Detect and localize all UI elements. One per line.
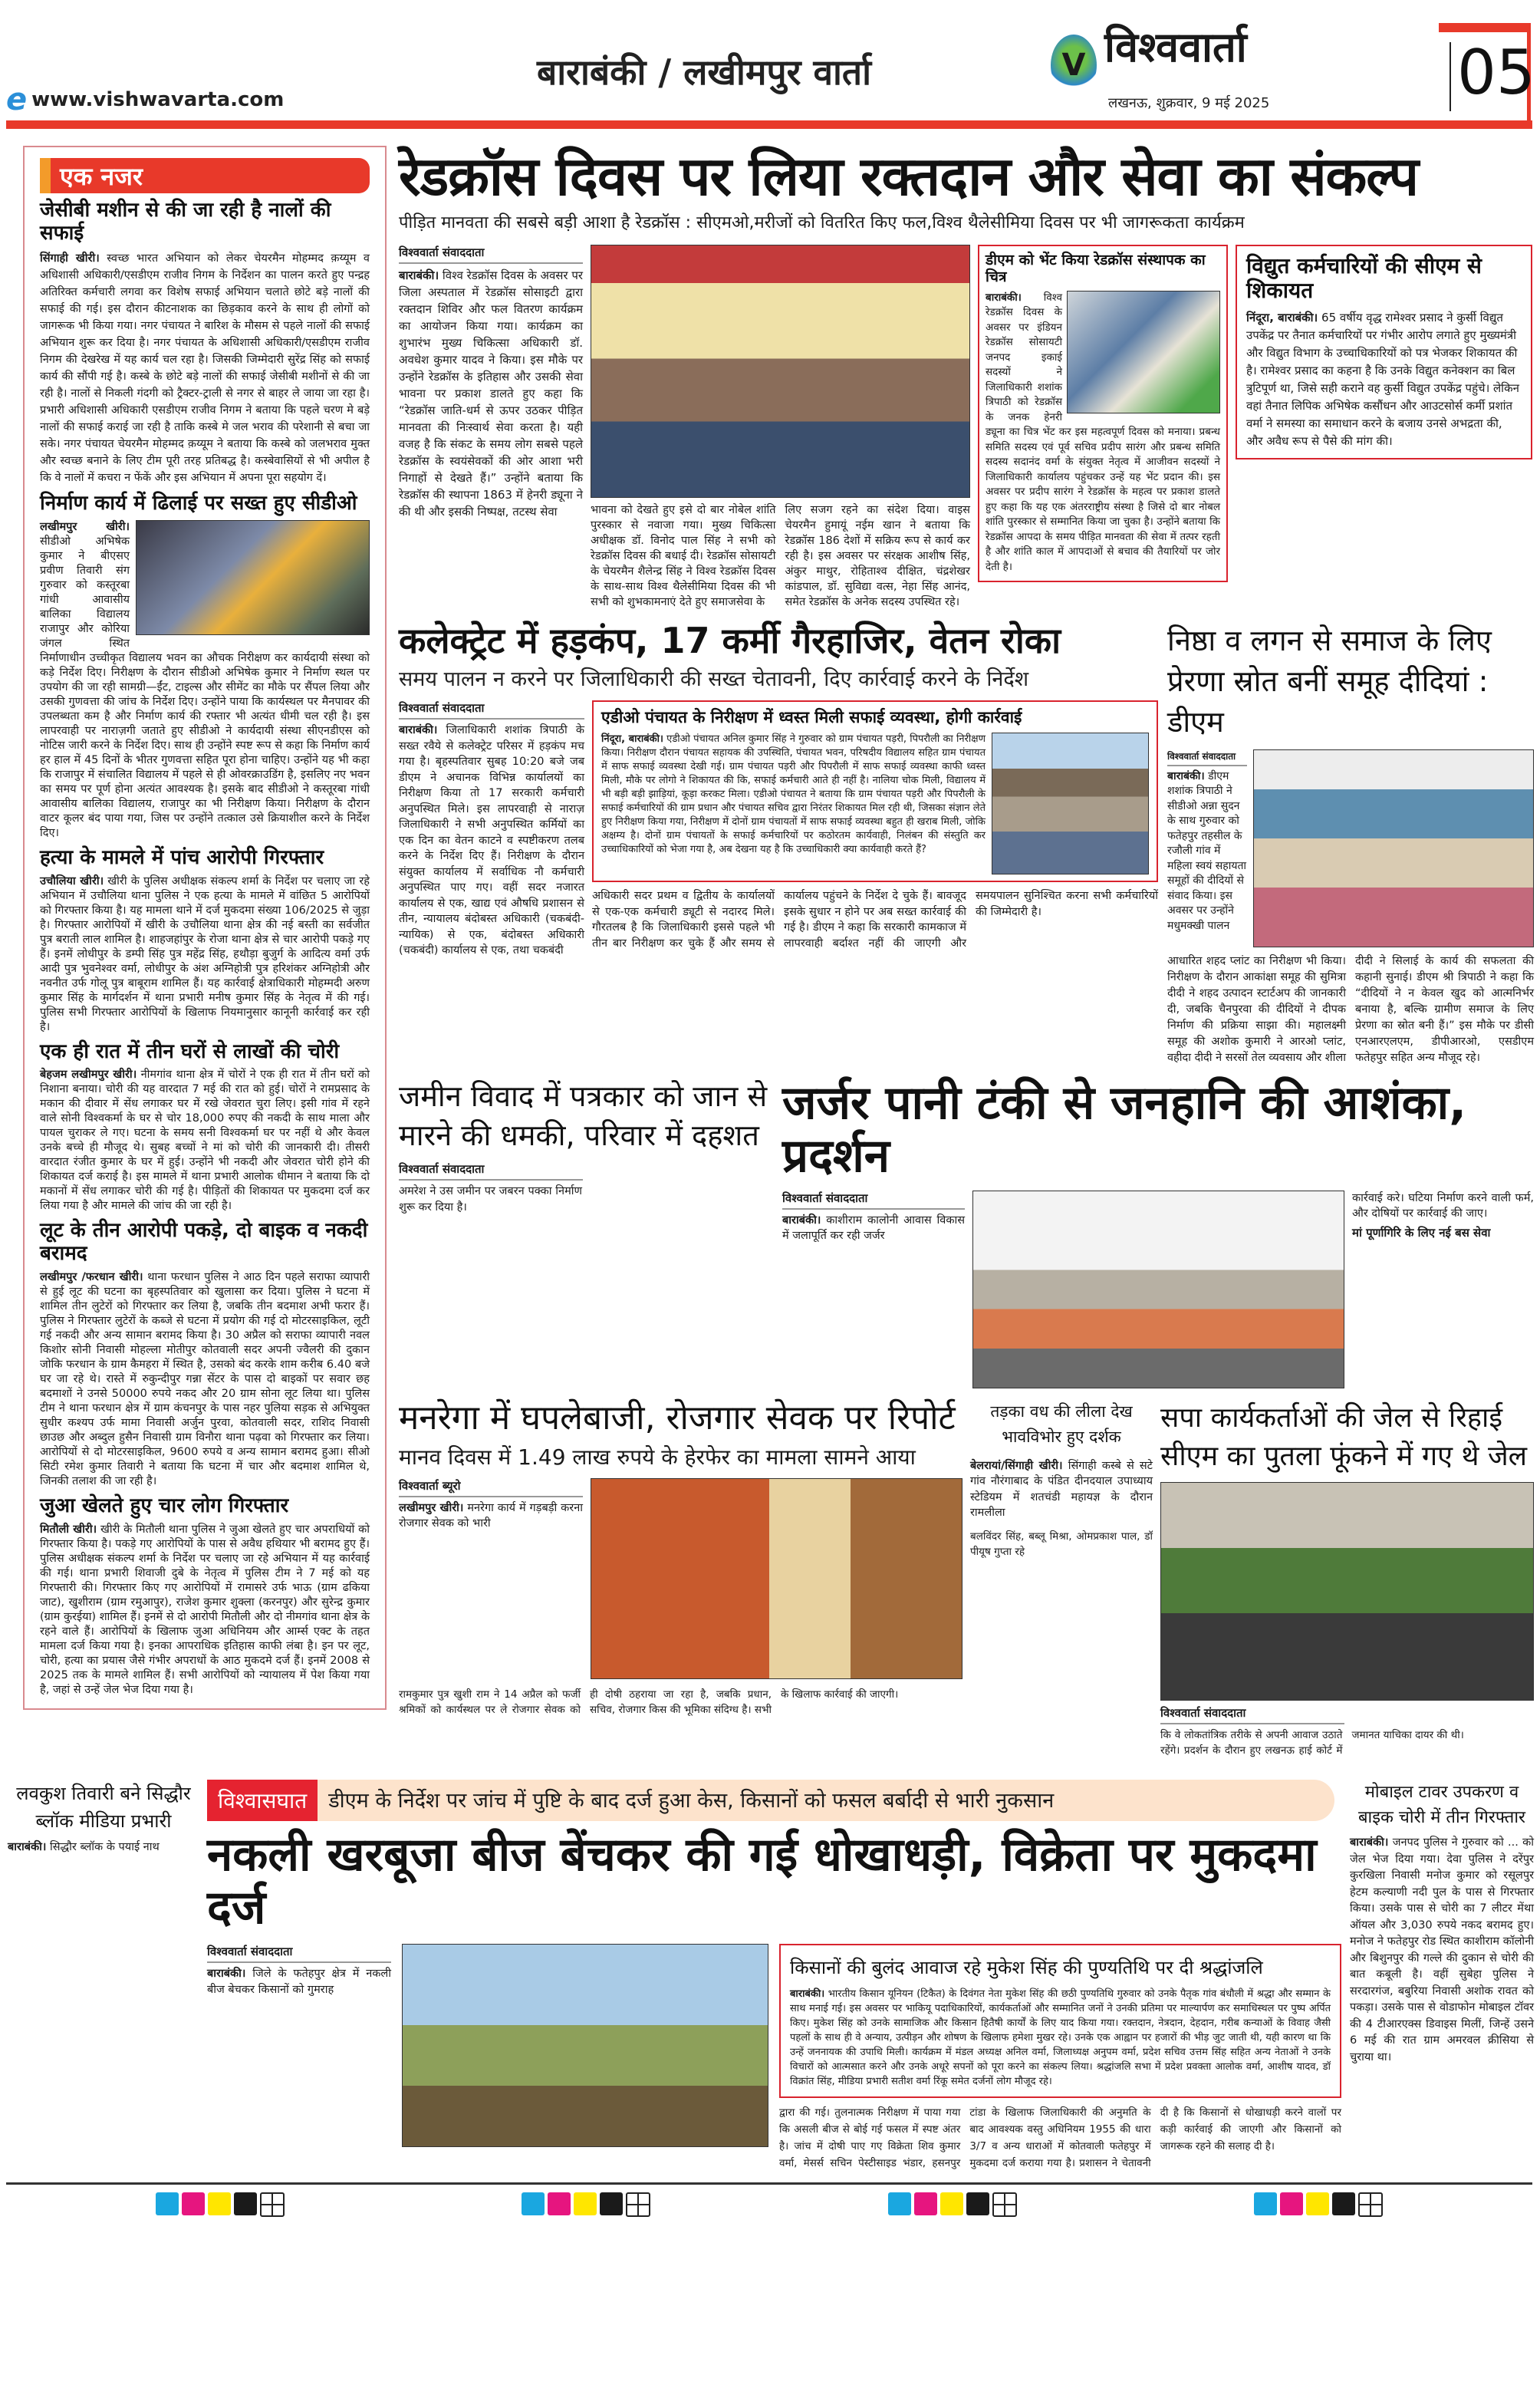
- sp-workers-story: [1160, 1399, 1534, 1759]
- story-body: बाराबंकी। भारतीय किसान यूनियन (टिकैत) के दिवंगत नेता मुकेश सिंह की छठी पुण्यतिथि गुरुवार को उनके पैतृक गांव बंधौली में श्रद्धा और सम्मान के साथ मनाई गई। इस अवसर पर भाकियू पदाधिकारियों, कार्यकर्ताओं और सम्मानित जनों ने उनकी प्रतिमा पर माल्यार्पण कर समाधिस्थल पर पुष्प अर्पित किए। मुकेश सिंह को उनके सामाजिक और किसान हितैषी कार्यों के लिए याद किया गया। रक्तदान, नेत्रदान, देहदान, गरीब कन्याओं के विवाह जैसी पहलों के साथ ही वे अन्याय, उत्पीड़न और शोषण के खिलाफ हमेशा मुखर रहे। उनके एक आह्वान पर हजारों की भीड़ जुट जाती थी, यही कारण था कि उन्हें जननायक की उपाधि मिली। कार्यक्रम में मंडल अध्यक्ष अनिल वर्मा, जिलाध्यक्ष अनुपम वर्मा, प्रदेश सचिव उत्तम सिंह सहित अन्य नेताओं ने उनके विचारों को आत्मसात करने और उनके अधूरे सपनों को पूरा करने का संकल्प लिया। श्रद्धांजलि सभा में प्रदेश प्रवक्ता आलोक वर्मा, आशीष यादव, डॉ विक्रांत सिंह, मीडिया प्रभारी सतीश वर्मा रिंकू समेत दर्जनों लोग मौजूद रहे।: [790, 1988, 1331, 2088]
- story-headline: सपा कार्यकर्ताओं की जेल से रिहाई सीएम का पुतला फूंकने में गए थे जेल: [1160, 1401, 1528, 1473]
- crosshair-icon: [992, 2192, 1017, 2217]
- browser-e-icon: e: [6, 82, 28, 117]
- byline: विश्ववार्ता संवाददाता: [399, 245, 583, 264]
- bottom-band: [0, 1769, 1540, 2172]
- story-headline: तड़का वध की लीला देख भावविभोर हुए दर्शक: [990, 1401, 1133, 1447]
- mnrega-poster-photo: [591, 1478, 962, 1679]
- story-body: निंदूरा, बाराबंकी। 65 वर्षीय वृद्ध रामेश्वर प्रसाद ने कुर्सी विद्युत उपकेंद्र पर तैनात कर्मचारियों पर गंभीर आरोप लगाते हुए मुख्यमंत्री और विद्युत विभाग के उच्चाधिकारियों को पत्र भेजकर शिकायत की है। रामेश्वर प्रसाद का कहना है कि उनके विद्युत कनेक्शन का बिल त्रुटिपूर्ण था, जिसे सही कराने वह कुर्सी विद्युत उपकेंद्र पहुंचे। लेकिन वहां तैनात लिपिक अभिषेक कसौंधन और आउटसोर्स कर्मी प्रशांत वर्मा ने समस्या का समाधान करने के बजाय उनसे अभद्रता की, और अवैध रूप से पैसे की मांग की।: [1246, 311, 1519, 449]
- color-swatch: [548, 2192, 571, 2215]
- story-body: लखीमपुर खीरी। सीडीओ अभिषेक कुमार ने बीएसए प्रवीण तिवारी संग गुरुवार को कस्तूरबा गांधी आवासीय बालिका विद्यालय राजापुर और कोरिया जंगल स्थित निर्माणाधीन उच्चीकृत विद्यालय भवन का औचक निरीक्षण कर कार्यदायी संस्था को कड़े निर्देश दिए। निरीक्षण के दौरान सीडीओ अभिषेक कुमार ने निर्माण स्थल पर उपयोग की जा रही सामग्री—ईंट, टाइल्स और सीमेंट का मौके पर सैंपल लिया और उसकी गुणवत्ता की जांच के निर्देश दिए। उन्होंने पाया कि कार्यस्थल पर मैनपावर की उपलब्धता कम है और निर्माण कार्य की रफ्तार भी अत्यंत धीमी चल रही है। इस लापरवाही पर नाराज़गी जताते हुए सीडीओ ने कार्यदायी संस्था सीएनडीएस को नोटिस जारी करने के निर्देश दिए। साथ ही उन्होंने स्पष्ट रूप से कहा कि निर्माण कार्य हर हाल में 45 दिनों के भीतर गुणवत्ता सहित पूरा होना चाहिए। उन्होंने यह भी कहा कि राजापुर में संचालित विद्यालय में पहले से ही ओवरक्राउडिंग है, इसलिए नए भवन का समय पर पूर्ण होना अत्यंत आवश्यक है। इसके बाद सीडीओ ने कस्तूरबा गांधी आवासीय बालिका विद्यालय, राजापुर का भी निरीक्षण किया। निरीक्षण के दौरान वाटर कूलर बंद पाया गया, जिस पर उन्होंने तत्काल उसे क्रियाशील करने के निर्देश दिए।: [40, 520, 370, 839]
- registration-marks: [6, 2185, 1532, 2217]
- byline: विश्ववार्ता संवाददाता: [782, 1191, 965, 1210]
- story-headline: निष्ठा व लगन से समाज के लिए प्रेरणा स्रोत बनीं समूह दीदियां : डीएम: [1167, 624, 1492, 739]
- lead-body-col1: बाराबंकी। विश्व रेडक्रॉस दिवस के अवसर पर जिला अस्पताल में रेडक्रॉस सोसाइटी द्वारा रक्तदान शिविर और फल वितरण कार्यक्रम का आयोजन किया गया। कार्यक्रम का शुभारंभ मुख्य चिकित्सा अधिकारी डॉ. अवधेश कुमार यादव ने किया। इस मौके पर उन्होंने रेडक्रॉस के इतिहास और उसकी सेवा भावना पर प्रकाश डालते हुए कहा कि “रेडक्रॉस जाति-धर्म से ऊपर उठकर पीड़ित मानवता की निःस्वार्थ सेवा करता है। यही वजह है कि संकट के समय लोग सबसे पहले रेडक्रॉस के स्वयंसेवकों की ओर आशा भरी निगाहों से देखते हैं।” उन्होंने बताया कि रेडक्रॉस की स्थापना 1863 में हेनरी ड्यूना ने की थी और इसकी निष्पक्ष, तटस्थ सेवा: [399, 268, 583, 519]
- byline: विश्ववार्ता ब्यूरो: [399, 1478, 583, 1497]
- color-bar-group: [888, 2192, 1017, 2217]
- color-bar-group: [522, 2192, 650, 2217]
- color-swatch: [234, 2192, 257, 2215]
- website-link[interactable]: e www.vishwavarta.com: [6, 82, 285, 117]
- electric-complaint-story: [1236, 245, 1532, 459]
- color-swatch: [914, 2192, 937, 2215]
- water-tank-story: [782, 1077, 1534, 1388]
- color-swatch: [888, 2192, 911, 2215]
- banner-tag: विश्वासघात: [207, 1780, 318, 1821]
- story-subhead: मां पूर्णागिरि के लिए नई बस सेवा: [1352, 1225, 1491, 1240]
- story-body: अमरेश ने उस जमीन पर जबरन पक्का निर्माण शुरू कर दिया है।: [399, 1185, 582, 1214]
- color-swatch: [182, 2192, 205, 2215]
- story-body: बाराबंकी। जिले के फतेहपुर क्षेत्र में नकली बीज बेचकर किसानों को गुमराह: [207, 1968, 391, 1996]
- dm-portrait-handover-photo: [1067, 291, 1220, 413]
- color-bar-group: [156, 2192, 285, 2217]
- story-body: उचौलिया खीरी। खीरी के पुलिस अधीक्षक संकल्प शर्मा के निर्देश पर चलाए जा रहे अभियान में उचौलिया थाना पुलिस ने एक हत्या के मामले में वांछित 5 आरोपियों को गिरफ्तार किया है। यह मामला थाने में दर्ज मुकदमा संख्या 106/2025 से जुड़ा है। गिरफ्तार आरोपियों में खीरी के उचौलिया थाना क्षेत्र की नई बस्ती का सर्वजीत पुत्र बराती लाल शामिल है। शाहजहांपुर के रोजा थाना क्षेत्र से चार आरोपी पकड़े गए हैं। इनमें लोधीपुर के डम्पी सिंह पुत्र महेंद्र सिंह, हथौड़ा बुजुर्ग के आदित्य वर्मा उर्फ आदी पुत्र भुवनेश्वर वर्मा, लोधीपुर के अंश अग्निहोत्री पुत्र हरिशंकर अग्निहोत्री और नवनीत उर्फ गोलू पुत्र बाबूराम शामिल हैं। यह कार्रवाई क्षेत्राधिकारी मोहम्मदी अरुण कुमार सिंह के मार्गदर्शन में थाना प्रभारी मनीष कुमार सिंह के नेतृत्व में की गई। पुलिस सभी गिरफ्तार आरोपियों के खिलाफ नियमानुसार कानूनी कार्रवाई कर रही है।: [40, 874, 370, 1033]
- story-body-continued: कि वे लोकतांत्रिक तरीके से अपनी आवाज उठाते रहेंगे। प्रदर्शन के दौरान हुए लखनऊ हाई कोर्ट में जमानत याचिका दायर की थी।: [1160, 1729, 1464, 1757]
- story-headline: एक ही रात में तीन घरों से लाखों की चोरी: [40, 1039, 340, 1063]
- land-dispute-story: [399, 1077, 775, 1216]
- story-body: कार्रवाई करे। घटिया निर्माण करने वाली फर्म, और दोषियों पर कार्रवाई की जाए।: [1352, 1191, 1534, 1220]
- story-body: मितौली खीरी। खीरी के मितौली थाना पुलिस ने जुआ खेलते हुए चार अपराधियों को गिरफ्तार किया है। पकड़े गए आरोपियों के पास से अवैध हथियार भी बरामद हुए हैं। पुलिस अधीक्षक संकल्प शर्मा के निर्देश पर चलाए जा रहे अभियान में यह कार्रवाई की गई। थाना प्रभारी शिवाजी दुबे के नेतृत्व में पुलिस टीम ने 7 मई को यह गिरफ्तारी की। गिरफ्तार किए गए आरोपियों में रामासरे उर्फ भाऊ (ग्राम ढकिया जाट), खुशीराम (ग्राम रमुआपुर), राजेश कुमार शुक्ला (करनपुर) और सुरेन्द्र कुमार (ग्राम कुरईया) शामिल हैं। इनमें से दो आरोपी मितौली और दो नीमगांव थाना क्षेत्र के रहने वाले हैं। आरोपियों के खिलाफ जुआ अधिनियम और आर्म्स एक्ट के तहत मामला दर्ज किया गया है। इनका आपराधिक इतिहास काफी लंबा है। इन पर लूट, चोरी, हत्या का प्रयास जैसे गंभीर अपराधों के आठ मुकदमे दर्ज हैं। इनमें 2008 से 2025 तक के मामले शामिल हैं। सभी आरोपियों को न्यायालय में पेश किया गया है, जहां से उन्हें जेल भेज दिया गया है।: [40, 1523, 370, 1697]
- byline: विश्ववार्ता संवाददाता: [1167, 749, 1247, 766]
- lead-headline: रेडक्रॉस दिवस पर लिया रक्तदान और सेवा का संकल्प: [399, 145, 1419, 208]
- crosshair-icon: [260, 2192, 285, 2217]
- story-headline: जर्जर पानी टंकी से जनहानि की आशंका, प्रदर्शन: [782, 1075, 1467, 1183]
- story-body-continued: द्वारा की गई। तुलनात्मक निरीक्षण में पाया गया कि असली बीज से बोई गई फसल में स्पष्ट अंतर है। जांच में दोषी पाए गए विक्रेता शिव कुमार वर्मा, मेसर्स सचिन पेस्टीसाइड भंडार, हसनपुर टांडा के खिलाफ जिलाधिकारी की अनुमति के बाद आवश्यक वस्तु अधिनियम 1955 की धारा 3/7 व अन्य धाराओं में कोतवाली फतेहपुर में मुकदमा दर्ज कराया गया है। प्रशासन ने चेतावनी दी है कि किसानों से धोखाधड़ी करने वालों पर कड़ी कार्रवाई की जाएगी और किसानों को जागरूक रहने की सलाह दी है।: [779, 2106, 1341, 2170]
- sp-workers-photo: [1160, 1482, 1534, 1701]
- story-subheadline: समय पालन न करने पर जिलाधिकारी की सख्त चेतावनी, दिए कार्रवाई करने के निर्देश: [399, 667, 1029, 691]
- story-headline: निर्माण कार्य में ढिलाई पर सख्त हुए सीडीओ: [40, 491, 357, 515]
- color-swatch: [1254, 2192, 1277, 2215]
- lead-subheadline: पीड़ित मानवता की सबसे बड़ी आशा है रेडक्रॉस : सीएमओ,मरीजों को वितरित किए फल,विश्व थैलेसीमिया दिवस पर भी जागरूकता कार्यक्रम: [399, 212, 1245, 232]
- ek-nazar-tag: एक नजर: [40, 158, 370, 193]
- tank-protest-photo: [972, 1191, 1344, 1388]
- story-headline: जुआ खेलते हुए चार लोग गिरफ्तार: [40, 1494, 289, 1518]
- story-body: बाराबंकी। काशीराम कालोनी आवास विकास में जलापूर्ति कर रही जर्जर: [782, 1214, 966, 1243]
- story-headline: डीएम को भेंट किया रेडक्रॉस संस्थापक का चित्र: [986, 252, 1206, 285]
- mukesh-singh-tribute-story: [779, 1944, 1341, 2098]
- crosshair-icon: [1358, 2192, 1383, 2217]
- story-subheadline: मानव दिवस में 1.49 लाख रुपये के हेरफेर का मामला सामने आया: [399, 1444, 916, 1471]
- issue-date: लखनऊ, शुक्रवार, 9 मई 2025: [1108, 95, 1270, 111]
- color-swatch: [1306, 2192, 1329, 2215]
- melon-field-photo: [402, 1944, 768, 2147]
- section-title: बाराबंकी / लखीमपुर वार्ता: [537, 51, 872, 93]
- story-body: बेलरायां/सिंगाही खीरी। सिंगाही कस्बे से सटे गांव नौरंगाबाद के पंडित दीनदयाल उपाध्याय स्टेडियम में शतचंडी महायज्ञ के दौरान रामलीला: [970, 1459, 1153, 1520]
- color-swatch: [208, 2192, 231, 2215]
- page-number: 05: [1457, 37, 1535, 108]
- collectorate-story: [399, 621, 1158, 958]
- byline: विश्ववार्ता संवाददाता: [399, 1161, 583, 1181]
- color-swatch: [1280, 2192, 1303, 2215]
- dm-portrait-story: [978, 245, 1228, 582]
- story-body: निंदूरा, बाराबंकी। एडीओ पंचायत अनिल कुमार सिंह ने गुरुवार को ग्राम पंचायत पड़री, पिपरौली का निरीक्षण किया। निरीक्षण दौरान पंचायत सहायक की उपस्थिति, पंचायत भवन, परिषदीय विद्यालय सहित ग्राम पंचायत में साफ सफाई व्यवस्था देखी गई। ग्राम पंचायत पड़री और पिपरौली में साफ सफाई व्यवस्था काफी ध्वस्त मिली, मौके पर लोगो ने शिकायत की कि, सफाई कर्मचारी आते ही नहीं है। नालिया चोक मिली, विद्यालय में भी बड़ी बड़ी झाड़ियां, कूड़ा करकट मिला। एडीओ पंचायत ने बताया कि ग्राम पंचायत पड़री और पिपरौली के सफाई कर्मचारियों की ग्राम प्रधान और पंचायत सचिव द्वारा निरंतर शिकायत मिल रही थी, जिसका संज्ञान लेते हुए निरीक्षण किया गया, निरीक्षण में दोनों ग्राम पंचायतों में साफ सफाई व्यवस्था बहुत ही खराब मिली, जोकि अक्षम्य है। दोनों ग्राम पंचायतों के सफाई कर्मचारियों पर कठोरतम कार्यवाही, निलंबन की संस्तुति कर उच्चाधिकारियों को भेजा गया है, अब देखना यह है कि उच्चाधिकारी क्या कार्यवाही करते हैं?: [601, 733, 986, 856]
- story-headline: नकली खरबूजा बीज बेंचकर की गई धोखाधड़ी, विक्रेता पर मुकदमा दर्ज: [207, 1828, 1317, 1935]
- cdo-inspection-photo: [136, 520, 370, 635]
- color-swatch: [1332, 2192, 1355, 2215]
- story-body: सिंगाही खीरी। स्वच्छ भारत अभियान को लेकर चेयरमैन मोहम्मद क़य्यूम व अधिशासी अधिकारी/एसडीएम राजीव निगम के निर्देशन का पालन करते हुए पन्द्रह अतिरिक्त कर्मचारी लगवा कर विशेष सफाई अभियान चलाते छोटे बड़े नालों की सफाई की गई। इस दौरान कीटनाशक का छिड़काव करने के साथ ही लोगों को जागरूक भी किया गया। नगर पंचायत ने बारिश के मौसम से पहले नालों की सफाई अभियान शुरू कर दिया है। नगर पंचायत के अधिशासी अधिकारी/एसडीएम राजीव निगम की देखरेख में यह कार्य चल रहा है। जिसकी जिम्मेदारी सुरेंद्र सिंह को सफाई कार्य की सौंपी गई है। कस्बे के छोटे बड़े नालों की सफाई जेसीबी मशीनों से की जा रही है। नालों से निकली गंदगी को ट्रैक्टर-ट्राली से नगर से बाहर ले जाया जा रहा है। प्रभारी अधिशासी अधिकारी एसडीएम राजीव निगम ने बताया कि पहले चरण मे बड़े नालों की सफाई कराई जा रही है ताकि कस्बे मे जल भराव की परेशानी से बचा जा सके। नगर पंचायत चेयरमैन मोहम्मद क़य्यूम ने बताया कि कस्बे को जलभराव मुक्त और स्वच्छ बनाने के लिए टीम पूरी तरह प्रतिबद्ध है। कस्बेवासियों से भी अपील है कि वे नालों में कचरा न फेंकें और इस अभियान में अपना पूरा सहयोग दें।: [40, 252, 370, 484]
- brand-logo-icon: V: [1051, 35, 1097, 96]
- story-headline: मोबाइल टावर उपकरण व बाइक चोरी में तीन गिरफ्तार: [1357, 1783, 1526, 1828]
- story-body: बाराबंकी। विश्व रेडक्रॉस दिवस के अवसर पर इंडियन रेडक्रॉस सोसायटी जनपद इकाई सदस्यों ने जिलाधिकारी शशांक त्रिपाठी को रेडक्रॉस के जनक हेनरी ड्यूना का चित्र भेंट कर इस महत्वपूर्ण दिवस को मनाया। प्रबन्ध समिति सदस्य एवं पूर्व सचिव प्रदीप सारंग और प्रबन्ध समिति सदस्य सदानंद वर्मा के संयुक्त नेतृत्व में आजीवन सदस्यों ने जिलाधिकारी कार्यालय पहुंचकर उन्हें यह भेंट प्रदान की। इस अवसर पर प्रदीप सारंग ने रेडक्रॉस के महत्व पर प्रकाश डालते हुए कहा कि यह एक अंतरराष्ट्रीय संस्था है जिसे दो बार नोबल शांति पुरस्कार से सम्मानित किया जा चुका है। उन्होंने बताया कि रेडक्रॉस आपदा के समय पीड़ित मानवता की सेवा में तत्पर रहती है और शांति काल में आपदाओं से बचाव की तैयारियों पर जोर देती है।: [986, 291, 1220, 573]
- color-swatch: [522, 2192, 545, 2215]
- land-tank-row: [399, 1077, 1534, 1388]
- lead-body-col2: भावना को देखते हुए इसे दो बार नोबेल शांति पुरस्कार से नवाजा गया। मुख्य चिकित्सा अधीक्षक डॉ. विनोद पाल सिंह ने सभी को रेडक्रॉस दिवस की बधाई दी। रेडक्रॉस सोसायटी के चेयरमैन शैलेन्द्र सिंह ने विश्व रेडक्रॉस दिवस के साथ-साथ विश्व थैलेसीमिया दिवस की भी सभी को शुभकामनाएं देते हुए समाजसेवा के: [591, 504, 776, 609]
- shg-didi-story: [1167, 621, 1534, 1066]
- collectorate-row: [399, 621, 1534, 1066]
- redcross-blood-camp-photo: [591, 245, 970, 498]
- mnrega-story: [399, 1399, 962, 1718]
- banner-text: डीएम के निर्देश पर जांच में पुष्टि के बाद दर्ज हुआ केस, किसानों को फसल बर्बादी से भारी नुकसान: [328, 1788, 1055, 1813]
- color-swatch: [574, 2192, 597, 2215]
- story-body-continued: रामकुमार पुत्र खुशी राम ने 14 अप्रैल को फर्जी श्रमिकों को कार्यस्थल पर ले रोजगार सेवक को ही दोषी ठहराया जा रहा है, जबकि प्रधान, सचिव, रोजगार किस की भूमिका संदिग्ध है। सभी के खिलाफ कार्रवाई की जाएगी।: [399, 1688, 899, 1716]
- brand-name: विश्ववार्ता: [1104, 23, 1247, 71]
- byline: विश्ववार्ता संवाददाता: [1160, 1705, 1344, 1724]
- main-column: [399, 146, 1534, 1769]
- story-body: बाराबंकी। डीएम शशांक त्रिपाठी ने सीडीओ अन्ना सुदन के साथ गुरुवार को फतेहपुर तहसील के रजौली गांव में महिला स्वयं सहायता समूहों की दीदियों से संवाद किया। इस अवसर पर उन्होंने मधुमक्खी पालन: [1167, 769, 1247, 932]
- color-swatch: [156, 2192, 179, 2215]
- ado-inspection-story: [592, 700, 1158, 882]
- lead-body-col3: लिए सजग रहने का संदेश दिया। वाइस चेयरमैन हुमायूं नईम खान ने बताया कि रेडक्रॉस 186 देशों में सक्रिय रूप से कार्य कर रही है। इस अवसर पर संरक्षक आशीष सिंह, अंकुर माथुर, रोहिताश्व दीक्षित, चंद्रशेखर कांडपाल, डॉ. सुविद्या वत्स, नेहा सिंह आनंद, समेत रेडक्रॉस के अनेक सदस्य उपस्थित रहे।: [785, 504, 970, 609]
- ek-nazar-column: [23, 146, 387, 1710]
- byline: विश्ववार्ता संवाददाता: [207, 1944, 391, 1963]
- ramlila-story: [970, 1399, 1153, 1559]
- color-swatch: [940, 2192, 963, 2215]
- story-body: बाराबंकी। जनपद पुलिस ने गुरुवार को ... को जेल भेज दिया गया। देवा पुलिस ने दरेंपुर कुरखिला निवासी मनोज कुमार को रसूलपुर हेटम कल्याणी नदी पुल के पास से गिरफ्तार किया। उसके पास से चोरी का 7 लीटर मेंथा ऑयल और 3,030 रुपये नकद बरामद हुए। मनोज ने फतेहपुर रोड स्थित काशीराम कॉलोनी और बिशुनपुर की गल्ले की दुकान से चोरी की बात कबूली है। वहीं सुबेहा पुलिस ने सरदारगंज, बबुरिया निवासी अशोक रावत को पकड़ा। उसके पास से वोडाफोन मोबाइल टॉवर की 4 टीआरएक्स डिवाइस मिलीं, जिन्हें उसने 6 मई की रात ग्राम अमरवल क्रीसिया से चुराया था।: [1350, 1836, 1535, 2063]
- page-footer: [0, 2172, 1540, 2232]
- vishwasghat-banner: [207, 1780, 1334, 1821]
- story-headline: विद्युत कर्मचारियों की सीएम से शिकायत: [1246, 253, 1482, 304]
- story-headline: एडीओ पंचायत के निरीक्षण में ध्वस्त मिली सफाई व्यवस्था, होगी कार्रवाई: [601, 708, 1022, 727]
- story-headline: कलेक्ट्रेट में हड़कंप, 17 कर्मी गैरहाजिर, वेतन रोका: [399, 620, 1061, 662]
- story-body-continued: आधारित शहद प्लांट का निरीक्षण भी किया। निरीक्षण के दौरान आकांक्षा समूह की सुमित्रा दीदी ने शहद उत्पादन स्टार्टअप की जानकारी दी, जबकि चैनपुरवा की दीदियों ने दीपक निर्माण की प्रक्रिया साझा की। महालक्ष्मी समूह की अशोक कुमारी ने आरओ प्लांट, वहीदा दीदी ने सरसों तेल व्यवसाय और शीला दीदी ने सिलाई के कार्य की सफलता की कहानी सुनाई। डीएम श्री त्रिपाठी ने कहा कि “दीदियों ने न केवल खुद को आत्मनिर्भर बनाया है, बल्कि ग्रामीण समाज के लिए प्रेरणा का स्रोत बनी हैं।” इस मौके पर डीसी एनआरएलएम, डीपीआरओ, एसडीएम फतेहपुर सहित अन्य मौजूद रहे।: [1167, 954, 1534, 1064]
- color-bar-group: [1254, 2192, 1383, 2217]
- crosshair-icon: [626, 2192, 650, 2217]
- story-headline: मनरेगा में घपलेबाजी, रोजगार सेवक पर रिपोर्ट: [399, 1398, 956, 1438]
- lead-row: [399, 245, 1534, 610]
- story-headline: जेसीबी मशीन से की जा रही है नालों की सफाई: [40, 199, 331, 245]
- story-body: लखीमपुर /फरधान खीरी। थाना फरधान पुलिस ने आठ दिन पहले सराफा व्यापारी से हुई लूट की घटना का बृहस्पतिवार को खुलासा कर दिया। पुलिस ने घटना में शामिल तीन लुटेरों को गिरफ्तार कर लिया है, जबकि तीन बदमाश अभी फरार हैं। पुलिस ने गिरफ्तार लुटेरों के कब्जे से घटना में प्रयोग की गई दो मोटरसाइकिल, लूटी गई नकदी और अन्य सामान बरामद किया है। 30 अप्रैल को सराफा व्यापारी नवल किशोर सोनी निवासी मोहल्ला मोतीपुर कोतवाली सदर अपनी ज्वैलरी की दुकान जोकि फरधान के ग्राम कैमहरा में स्थित है, उसको बंद करके शाम करीब 6.40 बजे घर जा रहे थे। रास्ते में रुकुन्दीपुर गन्ना सेंटर के पास दो बाइकों पर सवार छह बदमाशों ने उनसे 50000 रुपये नकद और 20 ग्राम सोना लूट लिया था। पुलिस टीम ने थाना फरधान क्षेत्र में ग्राम कंचनपुर के पास नहर पुलिया सड़क से अभियुक्त सुधीर कश्यप उर्फ मामा निवासी अर्जुन पुरवा, कोतवाली सदर, राशिद निवासी छाउछ और अब्दुल हुसैन निवासी ग्राम विनौरा थाना पढ़वा को गिरफ्तार कर लिया। आरोपियों से दो मोटरसाइकिल, 9600 रुपये व अन्य सामान बरामद हुआ। सीओ सिटी रमेश कुमार तिवारी ने बताया कि घटना में चार और बदमाश शामिल थे, जिनकी तलाश की जा रही है।: [40, 1271, 370, 1488]
- story-body-continued: बलविंदर सिंह, बब्लू मिश्रा, ओमप्रकाश पाल, डॉ पीयूष गुप्ता रहे: [970, 1530, 1153, 1558]
- story-headline: हत्या के मामले में पांच आरोपी गिरफ्तार: [40, 845, 324, 869]
- story-body: बाराबंकी। सिद्धौर ब्लॉक के पयाई नाथ: [8, 1841, 160, 1854]
- shg-meeting-photo: [1253, 749, 1534, 947]
- story-body-continued: अधिकारी सदर प्रथम व द्वितीय के कार्यालयों से एक-एक कर्मचारी ड्यूटी से नदारद मिले। गौरतलब है कि जिलाधिकारी इससे पहले भी तीन बार निरीक्षण कर चुके हैं और समय से कार्यालय पहुंचने के निर्देश दे चुके हैं। बावजूद इसके सुधार न होने पर अब सख्त कार्रवाई की गई है। डीएम ने कहा कि सरकारी कामकाज में लापरवाही बर्दाश्त नहीं की जाएगी और समयपालन सुनिश्चित करना सभी कर्मचारियों की जिम्मेदारी है।: [592, 890, 1158, 950]
- upper-body: [0, 132, 1540, 1769]
- color-swatch: [966, 2192, 989, 2215]
- masthead: [0, 0, 1540, 132]
- story-body: बाराबंकी। जिलाधिकारी शशांक त्रिपाठी के सख्त रवैये से कलेक्ट्रेट परिसर में हड़कंप मच गया है। बृहस्पतिवार सुबह 10:20 बजे जब डीएम ने अचानक विभिन्न कार्यालयों का निरीक्षण किया तो 17 सरकारी कर्मचारी अनुपस्थित मिले। इस लापरवाही से नाराज़ जिलाधिकारी ने सभी अनुपस्थित कर्मियों का एक दिन का वेतन काटने व स्पष्टीकरण तलब करने के निर्देश दिए हैं। निरीक्षण के दौरान संयुक्त कार्यालय में सर्वाधिक नौ कर्मचारी अनुपस्थित पाए गए। वहीं सदर नजारत कार्यालय से एक, खाद्य एवं औषधि प्रशासन से तीन, न्यायालय बंदोबस्त अधिकारी (चकबंदी-न्यायिक) से एक, बंदोबस्त अधिकारी (चकबंदी) कार्यालय से एक, तथा चकबंदी: [399, 724, 585, 957]
- story-headline: लवकुश तिवारी बने सिद्धौर ब्लॉक मीडिया प्रभारी: [16, 1783, 191, 1833]
- story-headline: लूट के तीन आरोपी पकड़े, दो बाइक व नकदी बरामद: [40, 1219, 368, 1266]
- story-body: बेहजम लखीमपुर खीरी। नीमगांव थाना क्षेत्र में चोरों ने एक ही रात में तीन घरों को निशाना बनाया। चोरी की यह वारदात 7 मई की रात को हुई। चोरों ने रामप्रसाद के मकान की दीवार में सेंध लगाकर घर में रखे जेवरात चुरा लिए। इसी गांव में रहने वाले सोनी विश्वकर्मा के घर से चोर 18,000 रुपए की नकदी के साथ माला और पायल चुराकर ले गए। घटना के समय सनी विश्वकर्मा घर पर नहीं थे और केवल उनके बच्चे ही मौजूद थे। सुबह बच्चों ने मां को चोरी की जानकारी दी। तीसरी वारदात रंजीत कुमार के घर में हुई। उन्होंने भी नकदी और जेवरात चोरी होने की शिकायत दर्ज कराई है। इस मामले में थाना प्रभारी आलोक धीमान ने बताया कि दो मकानों में सेंध लगाकर चोरी की गई है। पीड़ितों की शिकायत पर मुकदमा दर्ज कर लिया गया है और मामले की जांच की जा रही है।: [40, 1069, 370, 1213]
- header-rule: [6, 120, 1532, 129]
- byline: विश्ववार्ता संवाददाता: [399, 700, 584, 720]
- page-divider: [1450, 42, 1451, 111]
- story-headline: किसानों की बुलंद आवाज रहे मुकेश सिंह की पुण्यतिथि पर दी श्रद्धांजलि: [790, 1957, 1263, 1979]
- color-swatch: [600, 2192, 623, 2215]
- story-headline: जमीन विवाद में पत्रकार को जान से मारने की धमकी, परिवार में दहशत: [399, 1079, 768, 1152]
- story-body: लखीमपुर खीरी। मनरेगा कार्य में गड़बड़ी करना रोजगार सेवक को भारी: [399, 1501, 583, 1530]
- mnrega-row: [399, 1399, 1534, 1759]
- lead-story-redcross: [399, 245, 970, 610]
- drain-inspection-photo: [992, 733, 1149, 874]
